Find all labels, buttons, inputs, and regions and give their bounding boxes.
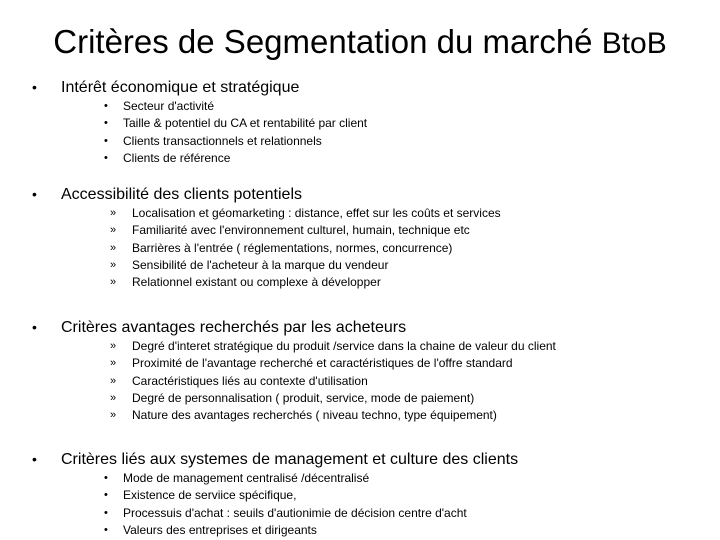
list-item-text: Taille & potentiel du CA et rentabilité par client: [123, 116, 368, 131]
section-heading: Intérêt économique et stratégique: [61, 79, 300, 96]
list-item: [0, 356, 720, 373]
list-item: [0, 391, 720, 408]
list-item-text: Familiarité avec l'environnement culturel, humain, technique etc: [132, 223, 470, 238]
list-item-text: Sensibilité de l'acheteur à la marque du vendeur: [132, 257, 389, 272]
chevron-right-icon: »: [110, 409, 117, 422]
list-item: [0, 241, 720, 258]
list-item: [0, 275, 720, 292]
chevron-right-icon: »: [110, 340, 117, 352]
list-item: [0, 206, 720, 223]
section-heading: Critères liés aux systemes de management et culture des clients: [61, 451, 519, 468]
list-item: [0, 408, 720, 425]
bullet-icon: •: [104, 506, 108, 519]
bullet-icon: •: [104, 489, 108, 502]
list-item-text: Degré d'interet stratégique du produit /service dans la chaine de valeur du client: [132, 339, 556, 353]
chevron-right-icon: »: [110, 241, 117, 254]
slide-title: [0, 22, 720, 64]
sub-list: [0, 471, 720, 540]
list-item-text: Clients transactionnels et relationnels: [123, 133, 322, 148]
list-item: [0, 471, 720, 488]
list-item: [0, 488, 720, 505]
section-heading: Accessibilité des clients potentiels: [61, 186, 303, 203]
bullet-icon: •: [104, 100, 108, 112]
list-item-text: Valeurs des entreprises et dirigeants: [123, 522, 317, 537]
list-item: [0, 374, 720, 391]
list-item: [0, 99, 720, 116]
list-item: [0, 151, 720, 168]
bullet-icon: •: [32, 79, 37, 95]
section-buyer-benefits: [0, 318, 720, 425]
chevron-right-icon: »: [110, 374, 117, 387]
list-item: [0, 116, 720, 133]
sub-list: [0, 99, 720, 168]
list-item-text: Relationnel existant ou complexe à développer: [132, 275, 381, 290]
list-item: [0, 523, 720, 540]
bullet-icon: •: [32, 319, 37, 335]
bullet-icon: •: [104, 472, 108, 484]
bullet-icon: •: [104, 117, 108, 130]
bullet-icon: •: [104, 134, 108, 147]
section-economic-interest: [0, 78, 720, 168]
sub-list: [0, 339, 720, 425]
list-item-text: Degré de personnalisation ( produit, service, mode de paiement): [132, 390, 475, 405]
list-item-text: Proximité de l'avantage recherché et caractéristiques de l'offre standard: [132, 356, 513, 371]
chevron-right-icon: »: [110, 207, 117, 219]
list-item-text: Barrières à l'entrée ( réglementations, normes, concurrence): [132, 240, 453, 255]
slide-title-suffix: BtoB: [601, 27, 667, 60]
list-item: [0, 339, 720, 356]
list-item: [0, 134, 720, 151]
chevron-right-icon: »: [110, 258, 117, 271]
bullet-icon: •: [104, 523, 108, 536]
sub-list: [0, 206, 720, 292]
section-heading: Critères avantages recherchés par les acheteurs: [61, 319, 407, 336]
section-management-culture: [0, 450, 720, 540]
list-item: [0, 223, 720, 240]
chevron-right-icon: »: [110, 224, 117, 237]
bullet-icon: •: [32, 186, 37, 202]
chevron-right-icon: »: [110, 276, 117, 289]
list-item-text: Existence de serviice spécifique,: [123, 488, 297, 503]
list-item-text: Localisation et géomarketing : distance, effet sur les coûts et services: [132, 206, 501, 220]
list-item-text: Mode de management centralisé /décentralisé: [123, 471, 370, 485]
list-item: [0, 506, 720, 523]
list-item-text: Secteur d'activité: [123, 99, 215, 113]
list-item-text: Processuis d'achat : seuils d'autionimie de décision centre d'acht: [123, 505, 467, 520]
bullet-icon: •: [104, 151, 108, 164]
list-item-text: Nature des avantages recherchés ( niveau techno, type équipement): [132, 408, 497, 423]
section-accessibility: [0, 185, 720, 292]
chevron-right-icon: »: [110, 391, 117, 404]
slide-title-main: Critères de Segmentation du marché: [53, 23, 602, 60]
bullet-icon: •: [32, 451, 37, 467]
chevron-right-icon: »: [110, 357, 117, 370]
list-item-text: Caractéristiques liés au contexte d'utilisation: [132, 373, 368, 388]
list-item: [0, 258, 720, 275]
list-item-text: Clients de référence: [123, 150, 231, 165]
